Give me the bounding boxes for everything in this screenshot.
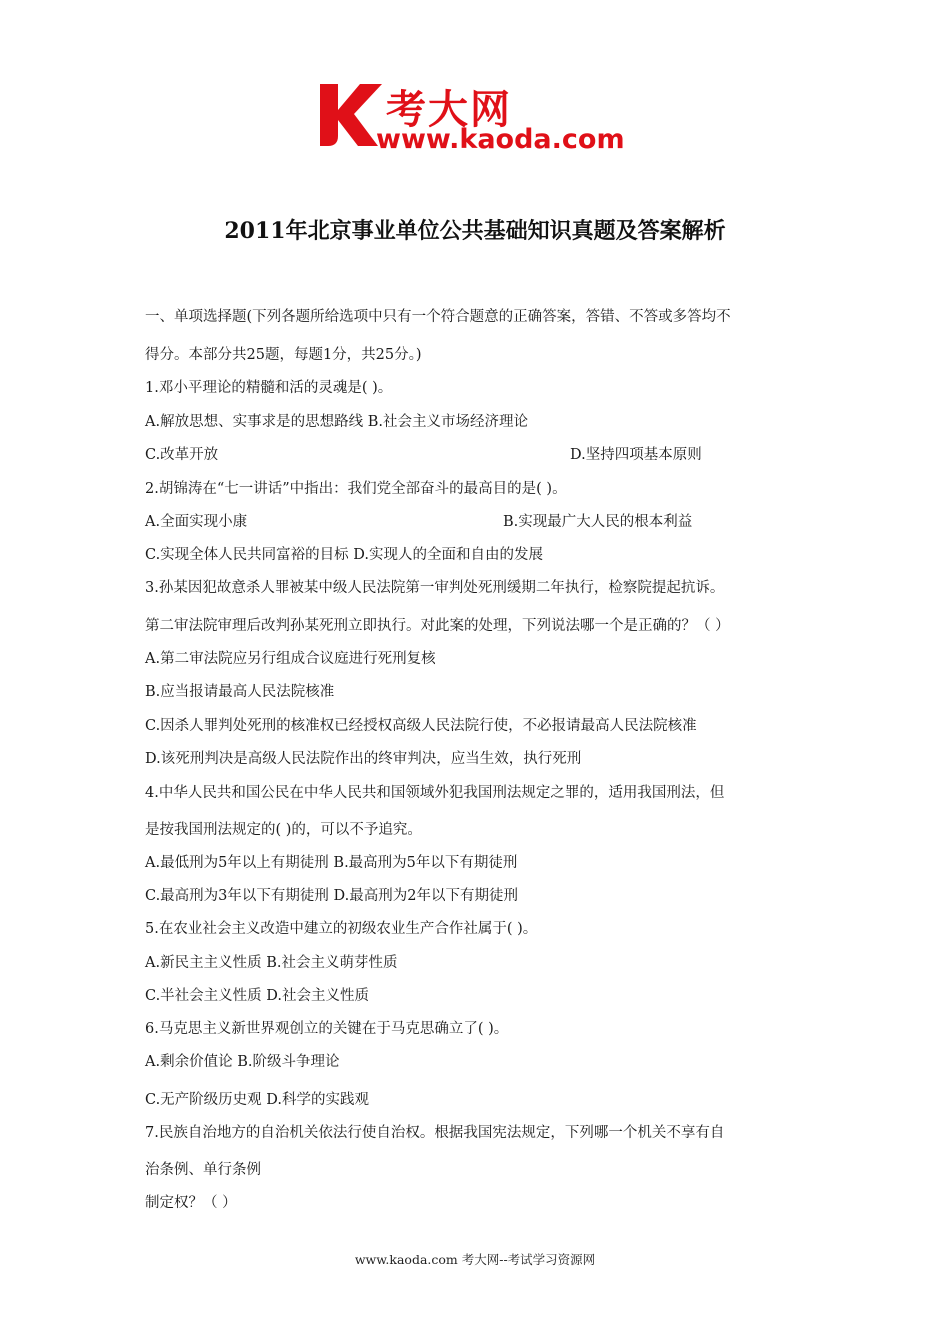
instruction-line: 一、单项选择题(下列各题所给选项中只有一个符合题意的正确答案，答错、不答或多答均不 (145, 309, 731, 325)
instruction-line: 得分。本部分共25题，每题1分，共25分。) (145, 347, 422, 363)
question-stem: 治条例、单行条例 (145, 1162, 261, 1178)
option-line: C.实现全体人民共同富裕的目标 D.实现人的全面和自由的发展 (145, 547, 544, 563)
option-line: C.无产阶级历史观 D.科学的实践观 (145, 1092, 370, 1108)
option-line: A.最低刑为5年以上有期徒刑 B.最高刑为5年以下有期徒刑 (145, 855, 518, 871)
question-stem: 是按我国刑法规定的( )的，可以不予追究。 (145, 822, 422, 838)
option-line: D.该死刑判决是高级人民法院作出的终审判决，应当生效，执行死刑 (145, 751, 582, 767)
option-line: A.新民主主义性质 B.社会主义萌芽性质 (145, 955, 398, 971)
page-footer: www.kaoda.com 考大网--考试学习资源网 (354, 1252, 596, 1267)
option-line: A.解放思想、实事求是的思想路线 B.社会主义市场经济理论 (145, 414, 528, 430)
option-line: B.应当报请最高人民法院核准 (145, 684, 335, 700)
option-line: C.半社会主义性质 D.社会主义性质 (145, 988, 370, 1004)
option-line: C.改革开放 (145, 447, 219, 463)
option-line: B.实现最广大人民的根本利益 (503, 514, 693, 530)
question-stem: 7.民族自治地方的自治机关依法行使自治权。根据我国宪法规定，下列哪一个机关不享有自 (145, 1125, 725, 1141)
logo-url-text: www.kaoda.com (376, 124, 625, 155)
question-stem: 制定权？（ ） (145, 1195, 237, 1211)
option-line: A.剩余价值论 B.阶级斗争理论 (145, 1054, 340, 1070)
question-stem: 3.孙某因犯故意杀人罪被某中级人民法院第一审判处死刑缓期二年执行，检察院提起抗诉。 (145, 580, 725, 596)
option-line: C.最高刑为3年以下有期徒刑 D.最高刑为2年以下有期徒刑 (145, 888, 518, 904)
question-stem: 第二审法院审理后改判孙某死刑立即执行。对此案的处理，下列说法哪一个是正确的？（ ） (145, 618, 730, 634)
question-stem: 5.在农业社会主义改造中建立的初级农业生产合作社属于( )。 (145, 921, 538, 937)
option-line: D.坚持四项基本原则 (570, 447, 702, 463)
option-line: A.全面实现小康 (145, 514, 248, 530)
question-stem: 1.邓小平理论的精髓和活的灵魂是( )。 (145, 380, 393, 396)
logo-chinese-text: 考大网 (386, 87, 512, 133)
option-line: C.因杀人罪判处死刑的核准权已经授权高级人民法院行使，不必报请最高人民法院核准 (145, 718, 697, 734)
document-title: 2011年北京事业单位公共基础知识真题及答案解析 (224, 218, 726, 244)
question-stem: 6.马克思主义新世界观创立的关键在于马克思确立了( )。 (145, 1021, 509, 1037)
kaoda-logo (316, 80, 646, 160)
option-line: A.第二审法院应另行组成合议庭进行死刑复核 (145, 651, 436, 667)
question-stem: 2.胡锦涛在“七一讲话”中指出：我们党全部奋斗的最高目的是( )。 (145, 481, 567, 497)
question-stem: 4.中华人民共和国公民在中华人民共和国领域外犯我国刑法规定之罪的，适用我国刑法，但 (145, 785, 725, 801)
